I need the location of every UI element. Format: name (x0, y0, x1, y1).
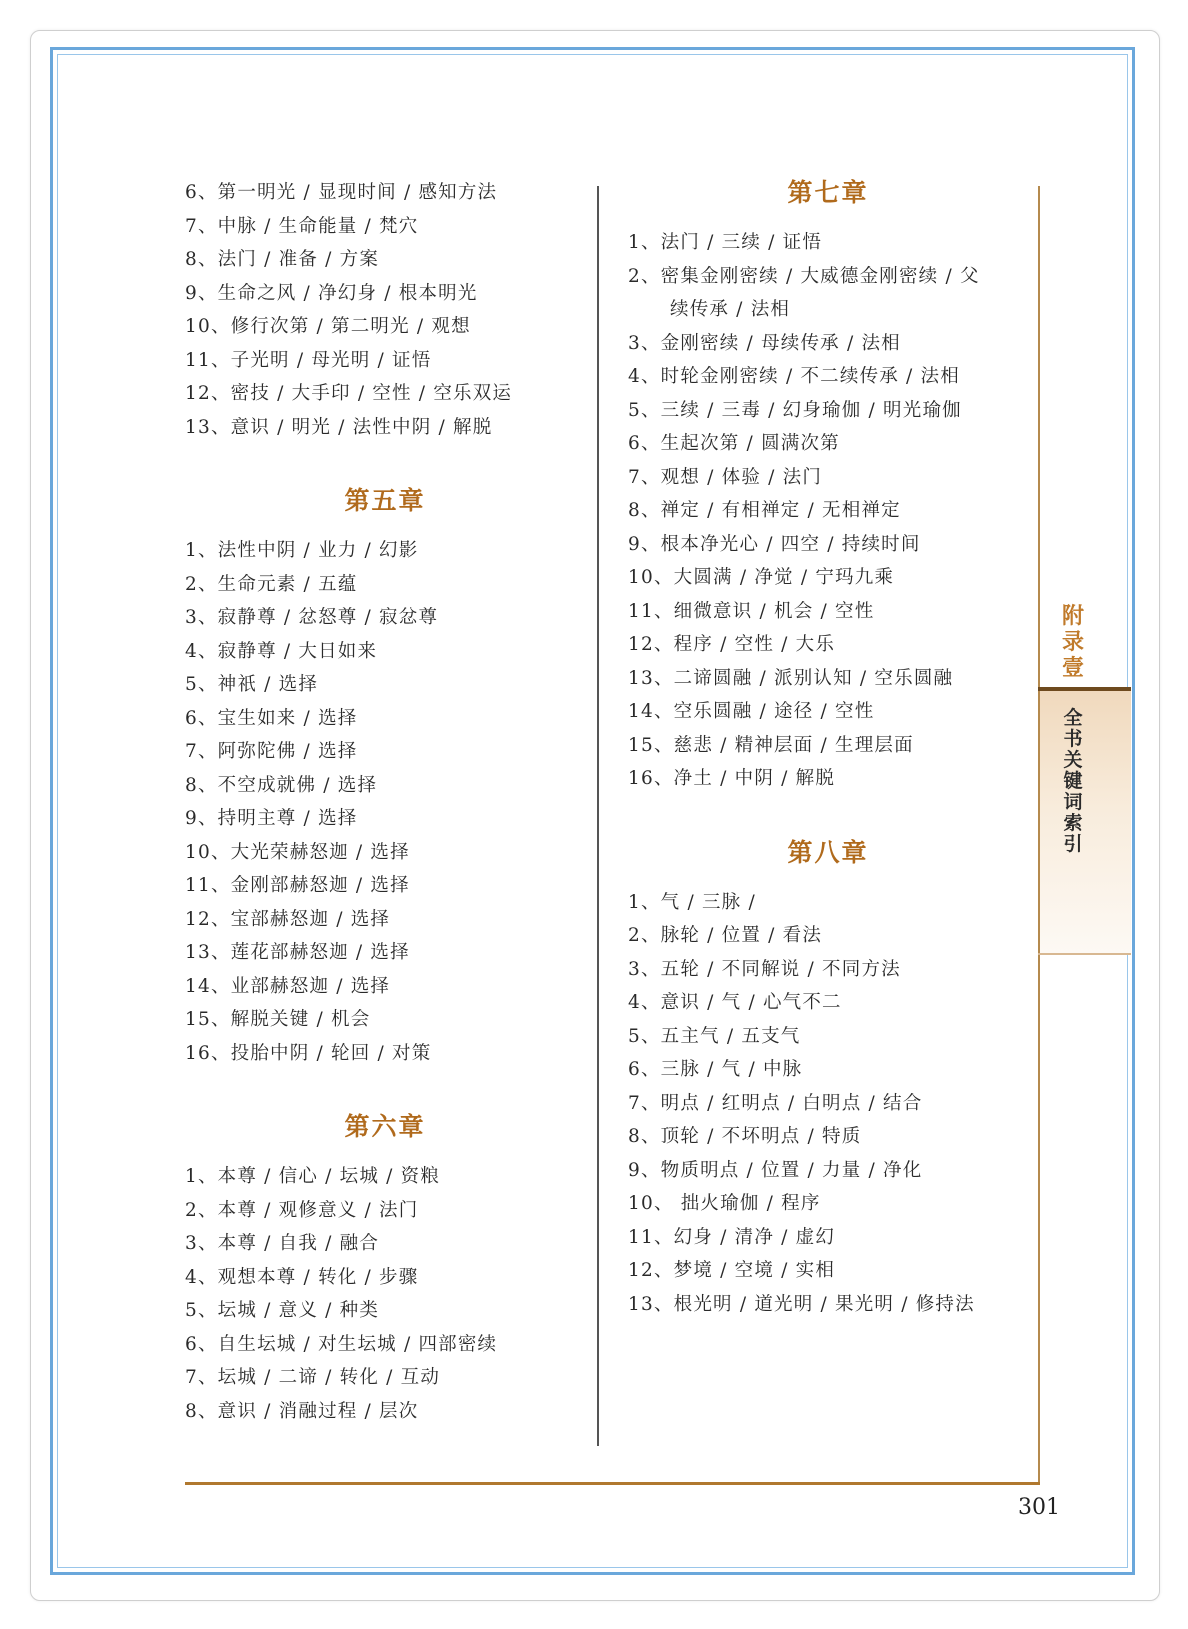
index-entry: 11、子光明 / 母光明 / 证悟 (185, 349, 432, 371)
index-entry: 3、寂静尊 / 忿怒尊 / 寂忿尊 (185, 607, 439, 628)
index-entry: 12、程序 / 空性 / 大乐 (628, 634, 836, 655)
appendix-tab-subtitle-char: 索 (1063, 812, 1083, 834)
index-entry: 15、解脱关键 / 机会 (185, 1009, 371, 1030)
index-entry: 9、生命之风 / 净幻身 / 根本明光 (185, 282, 478, 304)
index-entry: 13、根光明 / 道光明 / 果光明 / 修持法 (628, 1293, 975, 1315)
appendix-tab-subtitle-char: 关 (1063, 749, 1083, 771)
index-column-right (628, 176, 1028, 1321)
index-entry: 2、本尊 / 观修意义 / 法门 (185, 1199, 419, 1221)
page-number: 301 (1018, 1495, 1060, 1520)
appendix-tab-title-char: 附 (1061, 604, 1084, 629)
index-entry: 5、神祇 / 选择 (185, 674, 319, 695)
index-entry: 10、修行次第 / 第二明光 / 观想 (185, 316, 471, 337)
chapter-heading: 第六章 (344, 1112, 426, 1141)
appendix-tab-subtitle-char: 引 (1063, 833, 1083, 855)
index-entry: 10、大圆满 / 净觉 / 宁玛九乘 (628, 567, 895, 588)
index-entry: 9、持明主尊 / 选择 (185, 808, 358, 829)
appendix-tab-subtitle (1060, 708, 1086, 855)
index-entry: 13、二谛圆融 / 派别认知 / 空乐圆融 (628, 667, 954, 689)
index-entry: 14、空乐圆融 / 途径 / 空性 (628, 701, 875, 722)
index-entry: 3、金刚密续 / 母续传承 / 法相 (628, 332, 901, 354)
index-entry: 2、密集金刚密续 / 大威德金刚密续 / 父 (628, 265, 980, 287)
column-divider (597, 186, 599, 1446)
index-entry: 10、大光荣赫怒迦 / 选择 (185, 841, 410, 863)
index-entry: 1、法门 / 三续 / 证悟 (628, 232, 823, 253)
appendix-tab-subtitle-char: 全 (1063, 707, 1083, 729)
chapter-heading: 第八章 (787, 837, 869, 867)
index-entry: 3、本尊 / 自我 / 融合 (185, 1233, 380, 1254)
index-entry: 14、业部赫怒迦 / 选择 (185, 975, 391, 997)
index-entry-continuation: 续传承 / 法相 (670, 299, 791, 320)
index-entry: 13、意识 / 明光 / 法性中阴 / 解脱 (185, 416, 493, 438)
index-entry: 5、坛城 / 意义 / 种类 (185, 1300, 380, 1321)
appendix-tab-title (1055, 604, 1091, 682)
index-entry: 8、意识 / 消融过程 / 层次 (185, 1400, 419, 1422)
appendix-tab-subtitle-char: 词 (1063, 791, 1083, 813)
index-entry: 7、阿弥陀佛 / 选择 (185, 741, 358, 762)
chapter-heading: 第五章 (344, 486, 426, 515)
index-entry: 4、观想本尊 / 转化 / 步骤 (185, 1266, 419, 1288)
index-entry: 5、三续 / 三毒 / 幻身瑜伽 / 明光瑜伽 (628, 399, 962, 421)
index-entry: 3、五轮 / 不同解说 / 不同方法 (628, 958, 901, 980)
appendix-tab-panel-edge (1038, 953, 1131, 955)
appendix-tab-subtitle-char: 书 (1063, 728, 1083, 750)
index-entry: 9、物质明点 / 位置 / 力量 / 净化 (628, 1159, 923, 1181)
section-gap (628, 796, 1028, 836)
index-entry: 1、本尊 / 信心 / 坛城 / 资粮 (185, 1166, 441, 1187)
index-entry: 6、宝生如来 / 选择 (185, 707, 358, 729)
index-entry: 5、五主气 / 五支气 (628, 1025, 801, 1047)
index-entry: 6、第一明光 / 显现时间 / 感知方法 (185, 182, 498, 203)
appendix-tab-title-char: 壹 (1061, 656, 1084, 681)
index-entry: 12、梦境 / 空境 / 实相 (628, 1260, 836, 1281)
index-entry: 7、坛城 / 二谛 / 转化 / 互动 (185, 1367, 441, 1388)
index-entry: 16、净土 / 中阴 / 解脱 (628, 768, 836, 789)
appendix-tab-subtitle-char: 键 (1063, 770, 1083, 792)
index-entry: 1、法性中阴 / 业力 / 幻影 (185, 540, 419, 561)
index-entry: 12、密技 / 大手印 / 空性 / 空乐双运 (185, 383, 513, 404)
index-entry: 11、幻身 / 清净 / 虚幻 (628, 1226, 836, 1248)
section-gap (185, 444, 585, 484)
index-entry: 16、投胎中阴 / 轮回 / 对策 (185, 1042, 432, 1064)
index-entry: 11、细微意识 / 机会 / 空性 (628, 600, 875, 622)
index-entry: 8、法门 / 准备 / 方案 (185, 249, 380, 270)
index-entry: 1、气 / 三脉 / (628, 891, 756, 913)
index-entry: 6、生起次第 / 圆满次第 (628, 433, 840, 454)
appendix-tab-title-char: 录 (1061, 630, 1084, 655)
chapter-heading: 第七章 (787, 178, 869, 207)
index-entry: 12、宝部赫怒迦 / 选择 (185, 908, 391, 930)
index-entry: 11、金刚部赫怒迦 / 选择 (185, 875, 410, 896)
index-entry: 7、中脉 / 生命能量 / 梵穴 (185, 215, 419, 237)
index-entry: 4、意识 / 气 / 心气不二 (628, 992, 842, 1013)
index-entry: 8、不空成就佛 / 选择 (185, 774, 378, 796)
index-entry: 2、生命元素 / 五蕴 (185, 573, 358, 595)
index-entry: 15、慈悲 / 精神层面 / 生理层面 (628, 734, 914, 756)
section-gap (185, 1070, 585, 1110)
index-entry: 4、寂静尊 / 大日如来 (185, 640, 378, 662)
index-entry: 4、时轮金刚密续 / 不二续传承 / 法相 (628, 366, 960, 387)
index-entry: 2、脉轮 / 位置 / 看法 (628, 925, 823, 946)
index-entry: 6、自生坛城 / 对生坛城 / 四部密续 (185, 1333, 498, 1355)
index-entry: 13、莲花部赫怒迦 / 选择 (185, 942, 410, 963)
index-entry: 8、顶轮 / 不坏明点 / 特质 (628, 1126, 862, 1147)
index-entry: 7、观想 / 体验 / 法门 (628, 466, 823, 488)
index-entry: 9、根本净光心 / 四空 / 持续时间 (628, 533, 921, 555)
index-entry: 8、禅定 / 有相禅定 / 无相禅定 (628, 500, 901, 521)
index-entry: 7、明点 / 红明点 / 白明点 / 结合 (628, 1092, 923, 1114)
footer-rule (185, 1482, 1040, 1485)
index-entry: 6、三脉 / 气 / 中脉 (628, 1059, 803, 1080)
index-column-left (185, 176, 585, 1428)
index-entry: 10、 拙火瑜伽 / 程序 (628, 1193, 821, 1214)
